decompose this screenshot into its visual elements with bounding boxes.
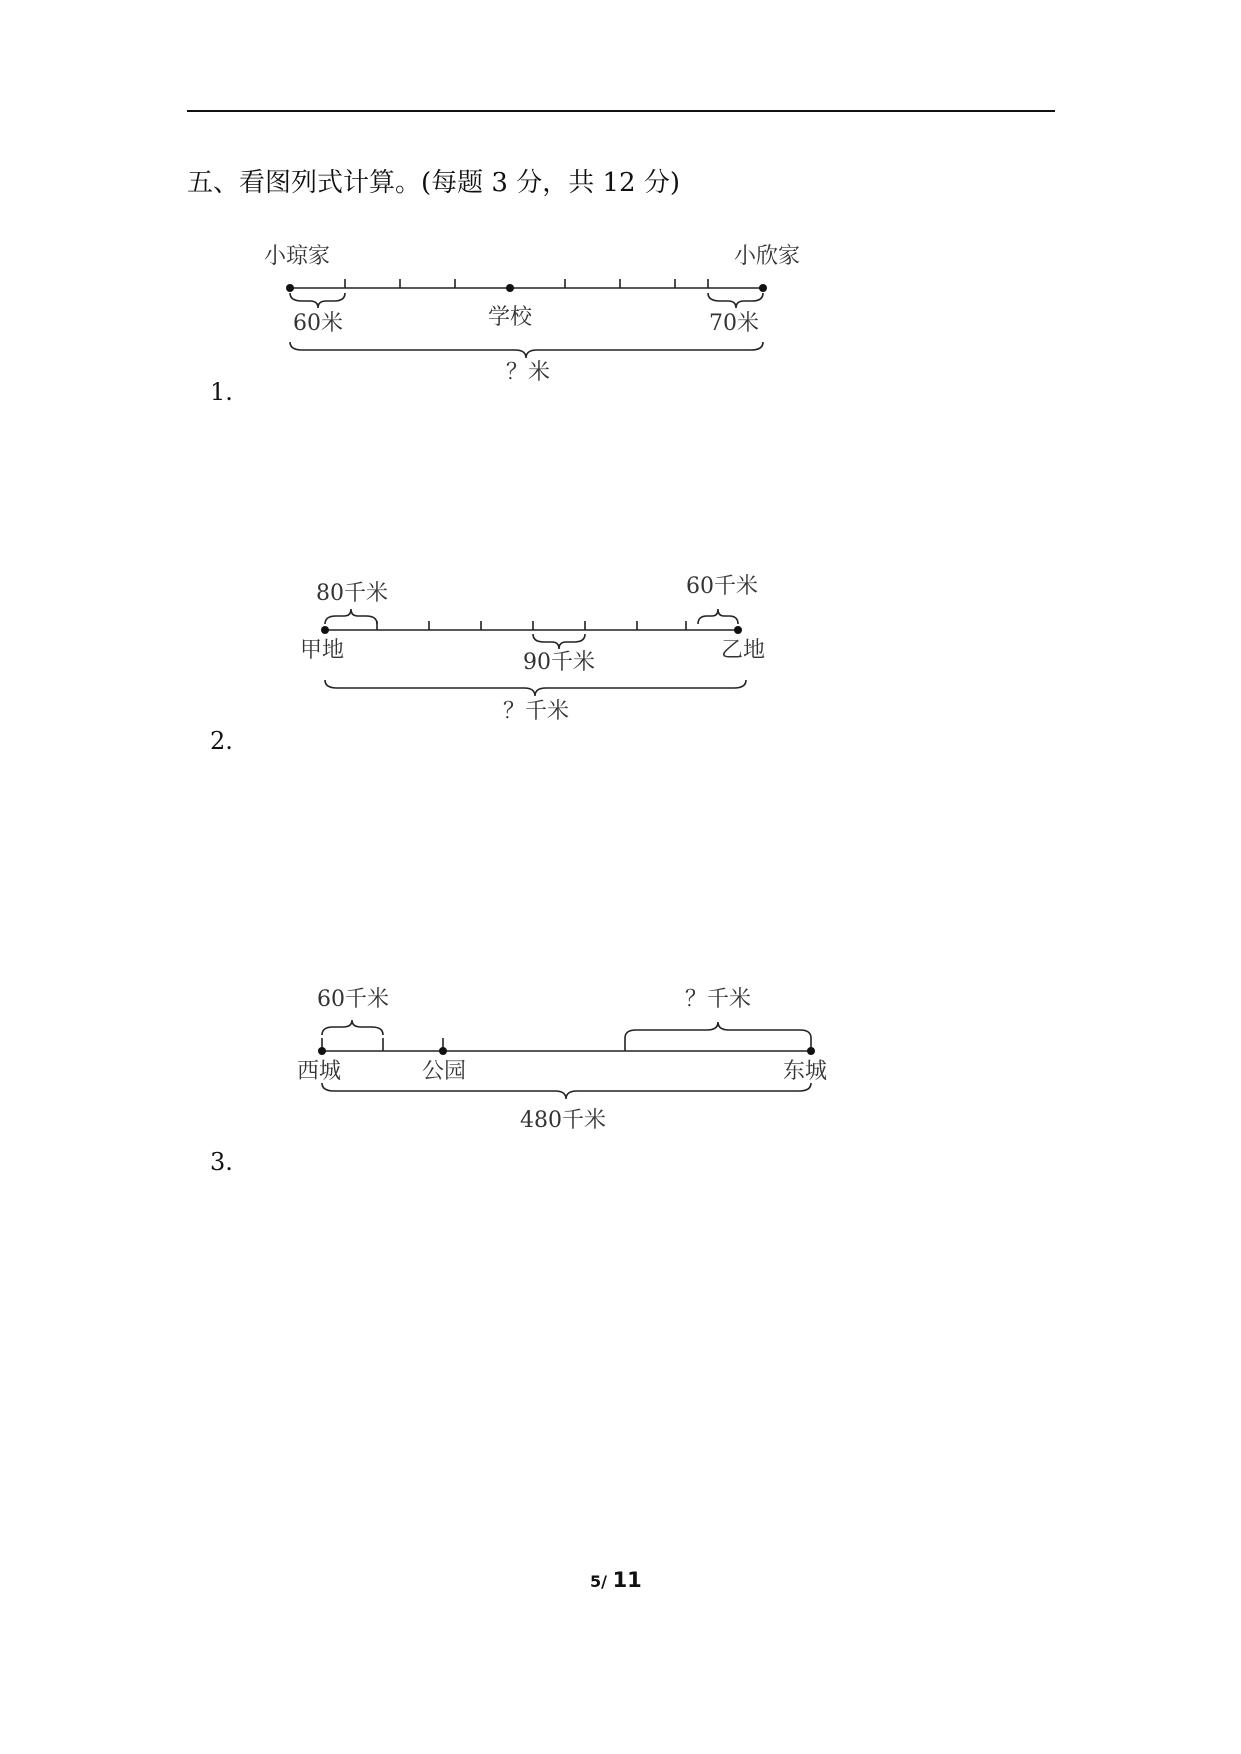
brace-left xyxy=(325,609,377,624)
label-right-segment: 70米 xyxy=(709,311,759,336)
header-rule xyxy=(187,110,1055,112)
label-left-segment: 60千米 xyxy=(317,987,389,1012)
section-title: 五、看图列式计算。(每题 3 分，共 12 分) xyxy=(187,168,680,198)
label-total: 480千米 xyxy=(520,1108,606,1133)
brace-right xyxy=(708,293,763,308)
label-right-unknown: ？千米 xyxy=(684,987,752,1012)
brace-left xyxy=(290,293,345,308)
label-middle-segment: 90千米 xyxy=(523,650,595,675)
brace-total xyxy=(290,342,763,358)
problem-3-diagram xyxy=(290,980,830,1140)
park-point xyxy=(439,1047,447,1055)
brace-total xyxy=(322,1083,811,1099)
question-number-1: 1. xyxy=(210,378,233,406)
label-park: 公园 xyxy=(421,1059,467,1084)
page-number xyxy=(590,1568,642,1592)
page-total: 11 xyxy=(612,1568,642,1592)
brace-total xyxy=(325,680,746,696)
problem-1-diagram xyxy=(240,235,840,395)
problem-2-diagram xyxy=(290,570,790,730)
middle-point xyxy=(506,284,514,292)
start-point xyxy=(318,1047,326,1055)
label-start: 西城 xyxy=(296,1059,342,1084)
label-end: 乙地 xyxy=(720,638,766,663)
brace-right xyxy=(625,1022,811,1038)
label-end: 小欣家 xyxy=(733,244,801,269)
label-total: ？千米 xyxy=(502,699,570,724)
label-right-segment: 60千米 xyxy=(686,574,758,599)
question-number-3: 3. xyxy=(210,1148,233,1176)
label-start: 小琼家 xyxy=(263,244,331,269)
brace-left xyxy=(322,1020,383,1035)
label-total: ？米 xyxy=(505,360,551,385)
label-middle: 学校 xyxy=(487,305,533,330)
brace-middle xyxy=(533,634,585,649)
question-number-2: 2. xyxy=(210,727,233,755)
page-current: 5/ xyxy=(590,1572,607,1591)
label-left-segment: 60米 xyxy=(293,311,343,336)
brace-right xyxy=(698,609,738,624)
label-left-segment: 80千米 xyxy=(316,581,388,606)
start-point xyxy=(286,284,294,292)
end-point xyxy=(759,284,767,292)
start-point xyxy=(321,626,329,634)
end-point xyxy=(734,626,742,634)
end-point xyxy=(807,1047,815,1055)
label-start: 甲地 xyxy=(299,638,345,663)
label-end: 东城 xyxy=(782,1059,828,1084)
